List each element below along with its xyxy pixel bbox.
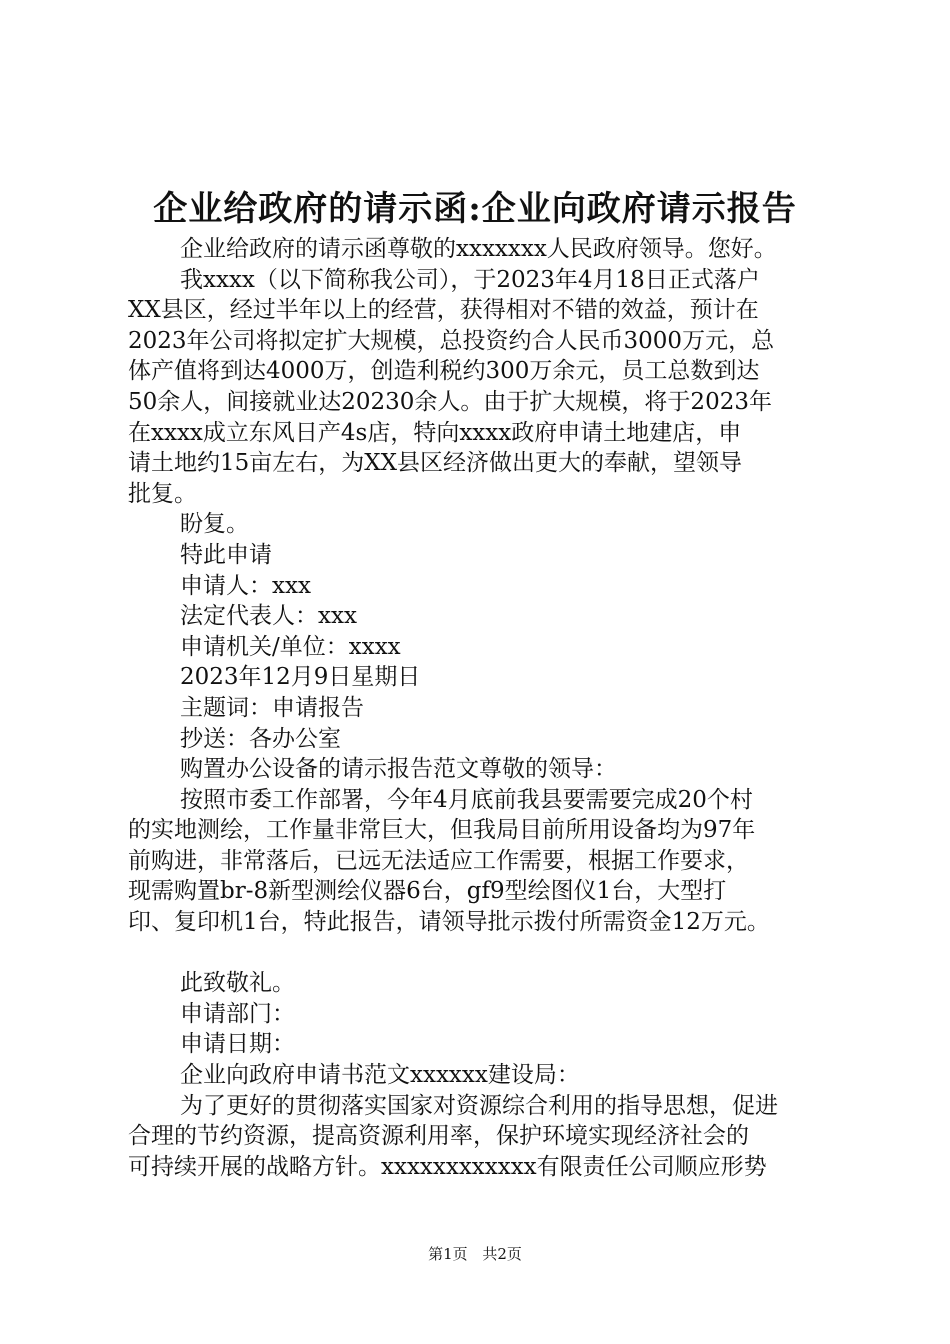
paragraph-line: 我xxxx（以下简称我公司），于2023年4月18日正式落户 — [180, 266, 760, 293]
paragraph-line: 申请机关/单位：xxxx — [180, 633, 401, 660]
page-number: 第1页 — [428, 1245, 468, 1263]
paragraph-line: 批复。 — [128, 480, 197, 507]
paragraph-line: 体产值将到达4000万，创造利税约300万余元，员工总数到达 — [128, 358, 760, 385]
paragraph-line: 为了更好的贯彻落实国家对资源综合利用的指导思想，促进 — [180, 1092, 778, 1119]
paragraph-line: 合理的节约资源，提高资源利用率，保护环境实现经济社会的 — [128, 1123, 749, 1150]
paragraph-line: 在xxxx成立东风日产4s店，特向xxxx政府申请土地建店，申 — [128, 419, 742, 446]
paragraph-line: 前购进，非常落后，已远无法适应工作需要，根据工作要求， — [128, 847, 749, 874]
paragraph-line: 申请部门： — [180, 1000, 295, 1027]
paragraph-line: 法定代表人：xxx — [180, 603, 357, 630]
paragraph-line: 此致敬礼。 — [180, 970, 295, 997]
paragraph-line: 特此申请 — [180, 541, 272, 568]
paragraph-line: 主题词：申请报告 — [180, 694, 364, 721]
page-total: 共2页 — [482, 1245, 522, 1263]
paragraph-line: 2023年12月9日星期日 — [180, 664, 421, 691]
paragraph-line: 可持续开展的战略方针。xxxxxxxxxxxx有限责任公司顺应形势 — [128, 1153, 767, 1180]
paragraph-line: 盼复。 — [180, 511, 249, 538]
paragraph-line: 按照市委工作部署，今年4月底前我县要需要完成20个村 — [180, 786, 753, 813]
paragraph-line: 的实地测绘，工作量非常巨大，但我局目前所用设备均为97年 — [128, 817, 756, 844]
paragraph-line: 购置办公设备的请示报告范文尊敬的领导： — [180, 756, 617, 783]
page-footer — [0, 1244, 950, 1264]
paragraph-line: 请土地约15亩左右，为XX县区经济做出更大的奉献，望领导 — [128, 450, 743, 477]
paragraph-line: 企业给政府的请示函尊敬的xxxxxxx人民政府领导。您好。 — [180, 236, 777, 262]
paragraph-line: XX县区，经过半年以上的经营，获得相对不错的效益，预计在 — [128, 297, 759, 324]
document-body — [128, 234, 838, 1182]
document-title: 企业给政府的请示函:企业向政府请示报告 — [153, 189, 797, 229]
paragraph-line: 2023年公司将拟定扩大规模，总投资约合人民币3000万元，总 — [128, 327, 775, 354]
paragraph-line: 申请人：xxx — [180, 572, 311, 599]
paragraph-line: 现需购置br-8新型测绘仪器6台，gf9型绘图仪1台，大型打 — [128, 878, 727, 905]
paragraph-line: 印、复印机1台，特此报告，请领导批示拨付所需资金12万元。 — [128, 909, 770, 936]
paragraph-line: 企业向政府申请书范文xxxxxx建设局： — [180, 1062, 580, 1089]
blank-line — [128, 938, 838, 969]
paragraph-line: 50余人，间接就业达20230余人。由于扩大规模，将于2023年 — [128, 388, 772, 415]
paragraph-line: 申请日期： — [180, 1031, 295, 1058]
paragraph-line: 抄送：各办公室 — [180, 725, 341, 752]
